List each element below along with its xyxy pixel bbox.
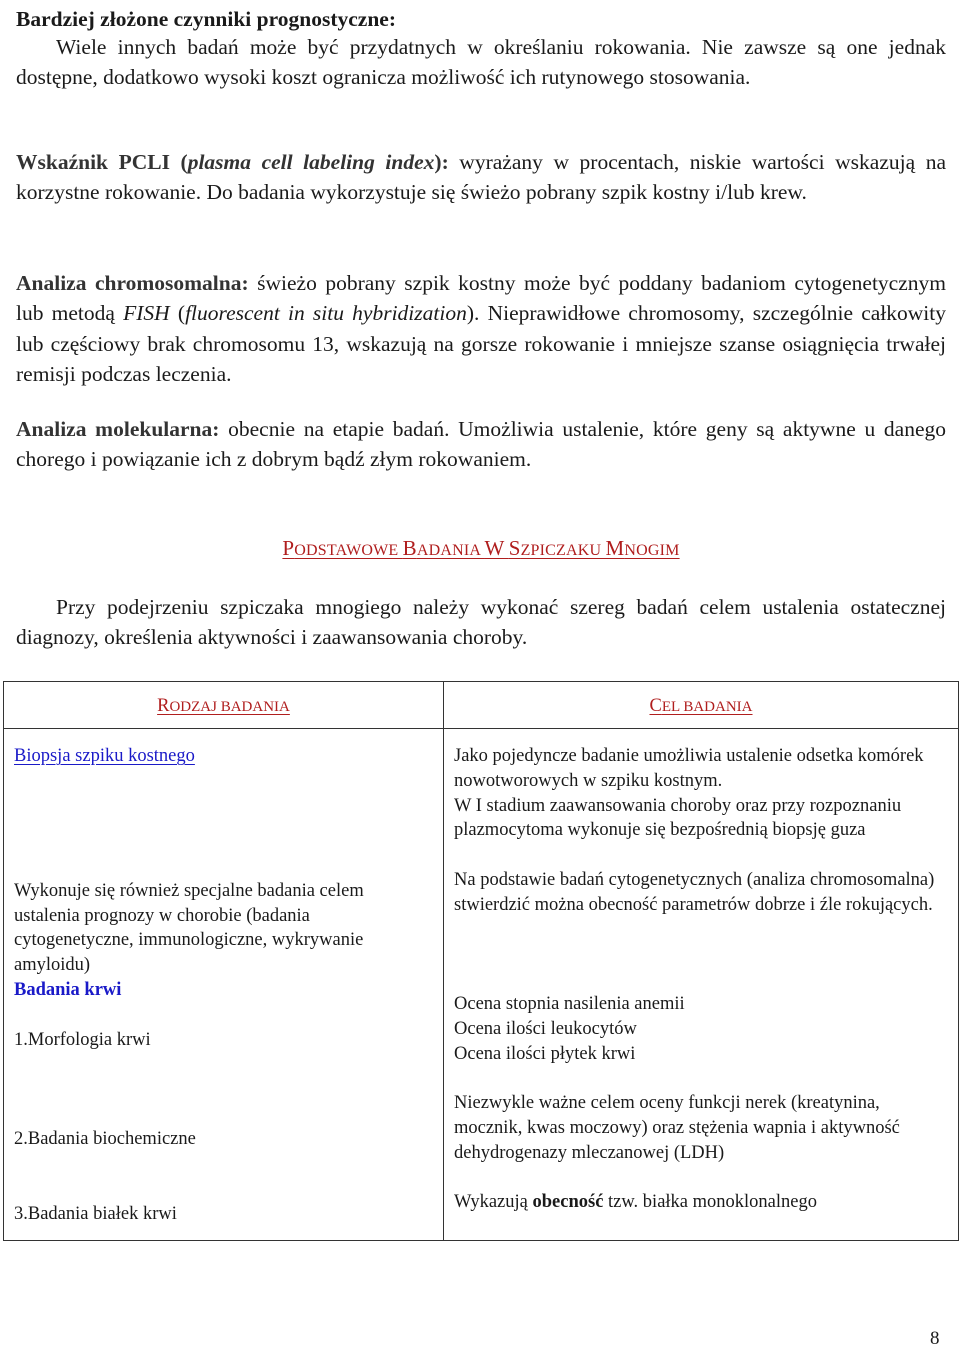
blood-tests-label: Badania krwi [14,979,122,1000]
page-number: 8 [930,1328,940,1349]
chromosomal-paragraph: Analiza chromosomalna: świeżo pobrany szpik kostny może być poddany badaniom cytogenetycznym lub metodą FISH (fluorescent in situ hybridization). Nieprawidłowe chromosomy, szczególnie całkowity lub częściowy brak chromosomu 13, wskazują na gorsze rokowanie i mniejsze szanse osiągnięcia trwałej remisji podczas leczenia. [16,271,946,387]
biochemistry-purpose: Niezwykle ważne celem oceny funkcji nerek (kreatynina, mocznik, kwas moczowy) oraz stężenia wapnia i aktywność dehydrogenazy mleczanowej (LDH) [454,1093,900,1163]
fish-abbrev: FISH [123,301,170,326]
exams-table [3,681,959,1241]
morphology-item: 1.Morfologia krwi [14,1029,151,1050]
header-exam-type: RODZAJ BADANIA [4,682,444,729]
pcli-paragraph [16,147,946,208]
chromosomal-term: Analiza chromosomalna: [16,271,249,295]
exam-types-cell [4,729,444,1241]
pcli-term-italic: plasma cell labeling index [187,150,435,174]
biopsy-purpose: Jako pojedyncze badanie umożliwia ustalenie odsetka komórek nowotworowych w szpiku kostnym. [454,746,924,791]
suspicion-paragraph: Przy podejrzeniu szpiczaka mnogiego należy wykonać szereg badań celem ustalenia ostatecznej diagnozy, określenia aktywności i zaawansowania choroby. [16,595,946,650]
section-title: PODSTAWOWE BADANIA W SZPICZAKU MNOGIM [282,536,680,560]
exam-purposes-cell [444,729,959,1241]
table-header-row [4,682,959,729]
morphology-purpose-2: Ocena ilości leukocytów [454,1018,637,1039]
biochemistry-item: 2.Badania biochemiczne [14,1128,196,1149]
special-tests-purpose: Na podstawie badań cytogenetycznych (analiza chromosomalna) stwierdzić można obecność parametrów dobrze i źle rokujących. [454,869,935,915]
pcli-term: Wskaźnik PCLI (plasma cell labeling index): [16,150,449,174]
header-exam-purpose: CEL BADANIA [444,682,959,729]
molecular-paragraph: Analiza molekularna: obecnie na etapie badań. Umożliwia ustalenie, które geny są aktywne u danego chorego i powiązanie ich z dobrym bądź złym rokowaniem. [16,417,946,472]
intro-paragraph: Wiele innych badań może być przydatnych w określaniu rokowania. Nie zawsze są one jednak dostępne, dodatkowo wysoki koszt ogranicza możliwość ich rutynowego stosowania. [16,35,946,90]
morphology-purpose-3: Ocena ilości płytek krwi [454,1043,636,1064]
presence-bold: obecność [532,1192,604,1213]
table-row [4,729,959,1241]
pcli-text: wyrażany w procentach, niskie wartości wskazują na korzystne rokowanie. Do badania wykorzystuje się świeżo pobrany szpik kostny i/lub krew. [16,150,946,205]
morphology-purpose-1: Ocena stopnia nasilenia anemii [454,993,685,1014]
molecular-term: Analiza molekularna: [16,417,220,441]
fish-full: fluorescent in situ hybridization [185,301,467,326]
biopsy-label: Biopsja szpiku kostnego [14,746,195,766]
biopsy-purpose-2: W I stadium zaawansowania choroby oraz przy rozpoznaniu plazmocytoma wykonuje się bezpośrednią biopsję guza [454,795,902,841]
proteins-purpose: Wykazują obecność tzw. białka monoklonalnego [454,1192,817,1213]
prognostic-factors-heading: Bardziej złożone czynniki prognostyczne: [16,7,396,31]
proteins-item: 3.Badania białek krwi [14,1203,177,1224]
special-tests-text: Wykonuje się również specjalne badania celem ustalenia prognozy w chorobie (badania cytogenetyczne, immunologiczne, wykrywanie amyloidu) [14,880,364,976]
